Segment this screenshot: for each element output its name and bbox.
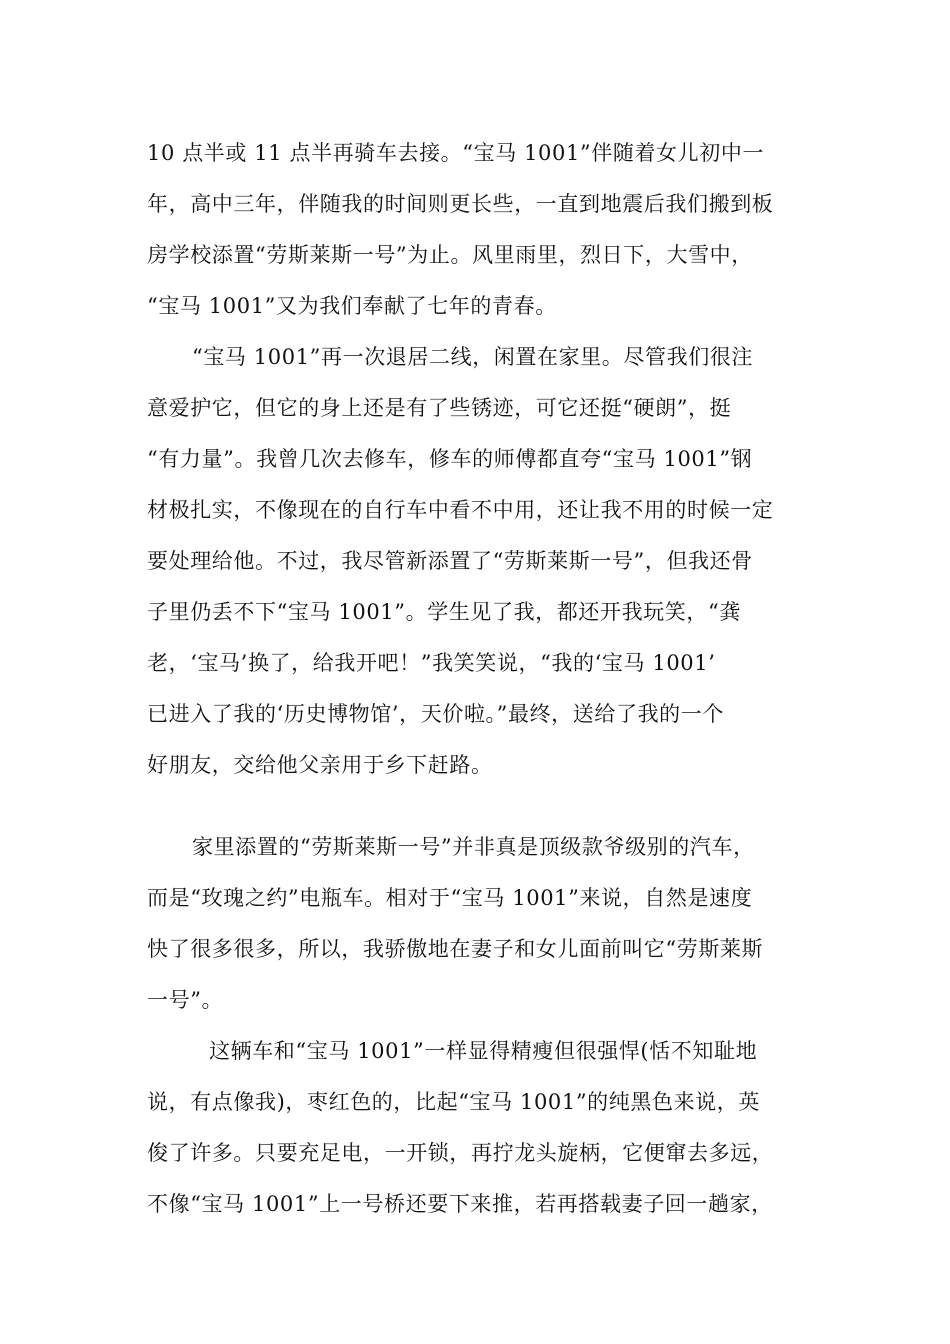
text-line: “有力量”。我曾几次去修车，修车的师傅都直夸“宝马 1001”钢	[147, 447, 753, 471]
text-line: 说，有点像我)，枣红色的，比起“宝马 1001”的纯黑色来说，英	[147, 1090, 760, 1114]
text-block-lower	[147, 822, 807, 1230]
text-line: 这辆车和“宝马 1001”一样显得精瘦但很强悍(恬不知耻地	[209, 1039, 758, 1063]
text-line: 老，‘宝马’换了，给我开吧！”我笑笑说，“我的‘宝马 1001’	[147, 651, 716, 675]
text-line: 好朋友，交给他父亲用于乡下赶路。	[147, 753, 493, 777]
text-line: 子里仍丢不下“宝马 1001”。学生见了我，都还开我玩笑，“龚	[147, 600, 741, 624]
text-line: 年，高中三年，伴随我的时间则更长些，一直到地震后我们搬到板	[147, 192, 774, 216]
text-line: 俊了许多。只要充足电，一开锁，再拧龙头旋柄，它便窜去多远，	[147, 1141, 774, 1165]
text-line: 房学校添置“劳斯莱斯一号”为止。风里雨里，烈日下，大雪中，	[147, 243, 753, 267]
text-line: 家里添置的“劳斯莱斯一号”并非真是顶级款爷级别的汽车，	[192, 835, 755, 859]
text-block-upper	[147, 128, 807, 791]
text-line: 一号”。	[147, 988, 224, 1012]
text-line: “宝马 1001”又为我们奉献了七年的青春。	[147, 294, 557, 318]
text-line: 10 点半或 11 点半再骑车去接。“宝马 1001”伴随着女儿初中一	[147, 141, 765, 165]
text-line: 已进入了我的‘历史博物馆’，天价啦。”最终，送给了我的一个	[147, 702, 724, 726]
text-line: 材极扎实，不像现在的自行车中看不中用，还让我不用的时候一定	[147, 498, 774, 522]
text-line: 意爱护它，但它的身上还是有了些锈迹，可它还挺“硬朗”，挺	[147, 396, 732, 420]
text-line: 不像“宝马 1001”上一号桥还要下来推，若再搭载妻子回一趟家，	[147, 1192, 773, 1216]
text-line: “宝马 1001”再一次退居二线，闲置在家里。尽管我们很注	[192, 345, 753, 369]
text-line: 要处理给他。不过，我尽管新添置了“劳斯莱斯一号”，但我还骨	[147, 549, 753, 573]
text-line: 快了很多很多，所以，我骄傲地在妻子和女儿面前叫它“劳斯莱斯	[147, 937, 764, 961]
text-line: 而是“玫瑰之约”电瓶车。相对于“宝马 1001”来说，自然是速度	[147, 886, 753, 910]
